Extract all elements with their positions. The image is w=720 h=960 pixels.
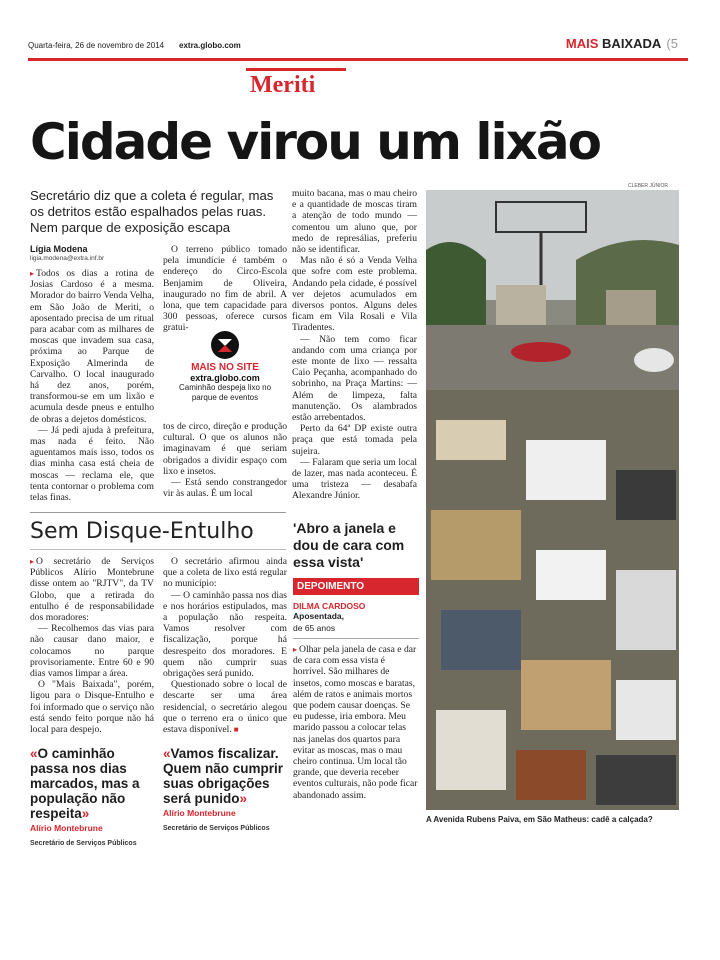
paragraph: — Não tem como ficar andando com uma criança por este monte de lixo — ressalta Caio Peçanha, acompanhado do sobrinho, na Praça Martins: — Além de limpeza, falta manutenção. Os alambrados estão arrebentados.	[292, 333, 417, 424]
promo-title: MAIS NO SITE	[191, 362, 259, 373]
section-name: BAIXADA	[602, 36, 661, 51]
bullet-marker: ▸	[30, 269, 35, 278]
quote-open: «	[163, 746, 171, 761]
paragraph: O terreno público tomado pela imundície é também o endereço do Circo-Escola Benjamim de Oliveira, inaugurado no fim de abril. A lona, que tem capacidade para 300 pessoas, oferece cursos gratui-	[163, 244, 287, 334]
testimony-title: 'Abro a janela e dou de cara com essa vista'	[293, 520, 405, 570]
paragraph	[30, 556, 154, 623]
section-column-1	[30, 556, 154, 735]
paragraph: O secretário afirmou ainda que a coleta de lixo está regular no município:	[163, 556, 287, 590]
promo-desc: Caminhão despeja lixo no parque de eventos	[178, 383, 272, 402]
quote-close: »	[239, 791, 248, 806]
quote-text: O caminhão passa nos dias marcados, mas a população não respeita	[30, 746, 140, 821]
pull-quote-1	[30, 746, 155, 851]
article-column-1	[30, 268, 154, 503]
article-column-2-bottom	[163, 421, 287, 499]
section-tag	[566, 36, 678, 51]
quote-author: Alírio Montebrune	[30, 823, 103, 833]
paragraph: O "Mais Baixada", porém, ligou para o Disque-Entulho e foi informado que o serviço não está sendo feito porque não há local para despejo.	[30, 679, 154, 736]
bullet-marker: ▸	[30, 557, 35, 566]
paragraph	[30, 268, 154, 425]
testimony-role: Aposentada,	[293, 611, 345, 621]
quote-open: «	[30, 746, 38, 761]
article-column-2-top	[163, 244, 287, 334]
photo-caption: A Avenida Rubens Paiva, em São Matheus: cadê a calçada?	[426, 815, 653, 824]
byline-name: Lígia Modena	[30, 244, 88, 254]
paragraph-text: Olhar pela janela de casa e dar de cara com essa vista é horrível. São milhares de insetos, como moscas e baratas, além de ratos e animais mortos que podem causar doenças. Se eu pudesse, iria embora. Meu marido passou a colocar telas nas janelas dos quartos para evitar as moscas, mas o mau cheiro continua. Um local tão grande, que deveria receber eventos culturais, não pode ficar abandonado assim.	[293, 644, 418, 801]
paragraph-text: O secretário de Serviços Públicos Alírio Montebrune disse ontem ao "RJTV", da TV Globo, que a retirada do entulho é de responsabilidade dos moradores:	[30, 556, 154, 624]
testimony-label: DEPOIMENTO	[293, 578, 419, 595]
section-rule	[30, 549, 286, 550]
paragraph: Mas não é só a Venda Velha que sofre com este problema. Andando pela cidade, é possível ver dejetos acumulados em diversos pontos. Alguns deles ficam em Vila Rosali e Vila Tiradentes.	[292, 255, 417, 334]
paragraph-text: Questionado sobre o local de descarte ser uma área residencial, o secretário alegou que o terreno era o único que estava disponível.	[163, 679, 287, 736]
paragraph: — Já pedi ajuda à prefeitura, mas nada é feito. Não aguentamos mais isso, todos os dias minha casa está cheia de moscas — reclama ele, que tenta contornar o problema com telas finas.	[30, 424, 154, 504]
page-header	[28, 36, 688, 56]
paragraph: tos de circo, direção e produção cultural. O que os alunos não imaginavam é que seriam obrigados a dividir espaço com lixo e insetos.	[163, 421, 287, 477]
end-mark: ■	[233, 725, 239, 735]
promo-box[interactable]	[163, 330, 287, 412]
promo-site[interactable]: extra.globo.com	[190, 373, 260, 383]
quote-text: Vamos fiscalizar. Quem não cumprir suas obrigações será punido	[163, 746, 284, 806]
page-divider: (	[666, 36, 671, 51]
site-link[interactable]: extra.globo.com	[179, 41, 241, 50]
quote-author-role: Secretário de Serviços Públicos	[163, 825, 270, 832]
paragraph: — Recolhemos das vias para não causar dano maior, e colocamos no parque provisoriamente. Entre 60 e 90 dias vamos limpar a área.	[30, 623, 154, 680]
quote-close: »	[81, 806, 90, 821]
paragraph: Perto da 64ª DP existe outra praça que está tomada pela sujeira.	[292, 423, 417, 457]
paragraph: — Falaram que seria um local de lazer, mas nada aconteceu. É uma tristeza — desabafa Alexandre Júnior.	[292, 456, 417, 502]
quote-author: Alírio Montebrune	[163, 808, 236, 818]
section-prefix: MAIS	[565, 36, 599, 51]
paragraph: muito bacana, mas o mau cheiro e a quantidade de moscas tiram a atenção de todo mundo — comentou um aluno que, por medo de represálias, preferiu não se identificar.	[292, 188, 417, 256]
testimony-age: de 65 anos	[293, 623, 336, 633]
bullet-marker: ▸	[293, 645, 298, 654]
pull-quote-2	[163, 746, 288, 836]
article-column-3	[292, 188, 417, 502]
paragraph-text: Todos os dias a rotina de Josias Cardoso é a mesma. Morador do bairro Venda Velha, em São João de Meriti, o aposentado precisa de um ritual para acabar com as milhares de moscas que invadem sua casa, próxima ao Parque de Exposição Almerinda de Carvalho. O local inaugurado há dez anos, porém, transformou-se em um lixão e acumula desde pneus e entulho de obras a dejetos domésticos.	[30, 268, 154, 425]
section-divider	[30, 512, 286, 513]
paragraph	[293, 644, 418, 801]
article-photo	[426, 190, 679, 810]
edition-date: Quarta-feira, 26 de novembro de 2014	[28, 41, 165, 50]
testimony-name: DILMA CARDOSO	[293, 601, 366, 611]
testimony-rule	[293, 638, 419, 639]
photo-credit: CLEBER JÚNIOR	[628, 183, 669, 189]
section-column-2	[163, 556, 287, 735]
testimony-body	[293, 644, 418, 801]
paragraph	[163, 679, 287, 735]
trash-street-photo	[426, 190, 679, 810]
byline-email[interactable]: ligia.modena@extra.inf.br	[30, 255, 105, 262]
page-number: 5	[670, 36, 678, 51]
page-title: Cidade virou um lixão	[30, 113, 600, 171]
paragraph: — Está sendo constrangedor vir às aulas. É um local	[163, 477, 287, 500]
subheadline: Secretário diz que a coleta é regular, mas os detritos estão espalhados pelas ruas. Nem parque de exposição escapa	[30, 188, 274, 235]
paragraph: — O caminhão passa nos dias e nos horários estipulados, mas a população não respeita. Vamos resolver com fiscalização, porque há desrespeito dos moradores. E quem não cumprir suas obrigações será punido.	[163, 589, 287, 680]
section-title: Sem Disque-Entulho	[30, 519, 254, 544]
quote-author-role: Secretário de Serviços Públicos	[30, 840, 137, 847]
header-rule	[28, 58, 688, 61]
site-logo-icon	[210, 330, 240, 360]
kicker: Meriti	[250, 72, 316, 98]
